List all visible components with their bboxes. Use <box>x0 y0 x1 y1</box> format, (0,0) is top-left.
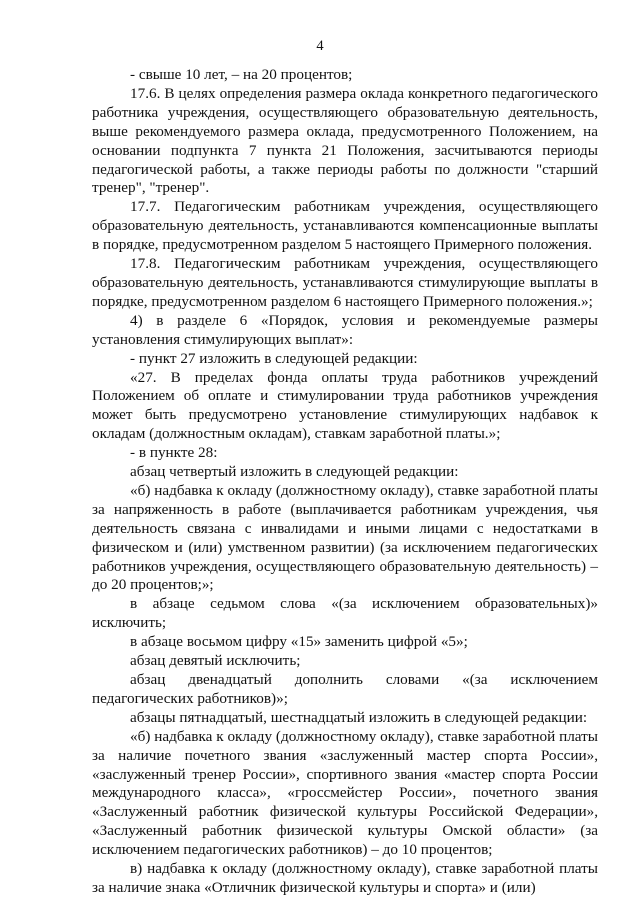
paragraph: «б) надбавка к окладу (должностному окладу), ставке заработной платы за напряженность в работе (выплачивается работникам учреждения, чья деятельность связана с инвалидами и иными лицами с недостатками в физическом и (или) умственном развитии) (за исключением педагогических работников учреждения, осуществляющего образовательную деятельность) – до 20 процентов;»; <box>92 481 598 594</box>
page-number: 4 <box>316 38 324 54</box>
paragraph: - свыше 10 лет, – на 20 процентов; <box>130 66 353 83</box>
paragraph: абзац девятый исключить; <box>130 652 301 670</box>
paragraph: в) надбавка к окладу (должностному окладу), ставке заработной платы за наличие знака «Отличник физической культуры и спорта» и (или) <box>92 860 598 896</box>
paragraph: «27. В пределах фонда оплаты труда работников учреждений Положением об оплате и стимулировании труда работников учреждения может быть предусмотрено установление стимулирующих надбавок к окладам (должностным окладам), ставкам заработной платы.»; <box>92 368 598 443</box>
paragraph: абзац четвертый изложить в следующей редакции: <box>130 463 459 481</box>
paragraph: абзац двенадцатый дополнить словами «(за исключением педагогических работников)»; <box>92 671 598 707</box>
paragraph: «б) надбавка к окладу (должностному окладу), ставке заработной платы за наличие почетного звания «заслуженный мастер спорта России», «заслуженный тренер России», спортивного звания «мастер спорта России международного класса», «гроссмейстер России», почетного звания «Заслуженный работник физической культуры Российской Федерации», «Заслуженный работник физической культуры Омской области» (за исключением педагогических работников) – до 10 процентов; <box>92 727 598 859</box>
paragraph: 17.6. В целях определения размера оклада конкретного педагогического работника учреждения, осуществляющего образовательную деятельность, выше рекомендуемого размера оклада, предусмотренного Положением, на основании подпункта 7 пункта 21 Положения, засчитываются периоды педагогической работы, а также периоды работы по должности "старший тренер", "тренер". <box>92 84 598 197</box>
paragraph: 17.8. Педагогическим работникам учреждения, осуществляющего образовательную деятельность, устанавливаются стимулирующие выплаты в порядке, предусмотренном разделом 6 настоящего Примерного положения.»; <box>92 255 598 310</box>
paragraph: - в пункте 28: <box>130 444 218 462</box>
paragraph: 17.7. Педагогическим работникам учреждения, осуществляющего образовательную деятельность, устанавливаются компенсационные выплаты в порядке, предусмотренном разделом 5 настоящего Примерного положения. <box>92 198 598 254</box>
paragraph: 4) в разделе 6 «Порядок, условия и рекомендуемые размеры установления стимулирующих выплат»: <box>92 311 598 348</box>
paragraph: в абзаце седьмом слова «(за исключением образовательных)» исключить; <box>92 595 598 632</box>
paragraph: в абзаце восьмом цифру «15» заменить цифрой «5»; <box>130 633 468 651</box>
paragraph: - пункт 27 изложить в следующей редакции: <box>130 349 418 367</box>
document-body <box>92 66 598 898</box>
paragraph: абзацы пятнадцатый, шестнадцатый изложить в следующей редакции: <box>130 708 588 726</box>
